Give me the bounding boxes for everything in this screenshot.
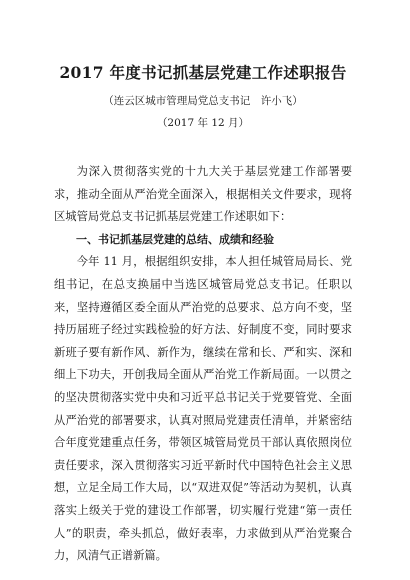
report-title: 2017 年度书记抓基层党建工作述职报告 xyxy=(59,63,347,82)
intro-paragraph: 为深入贯彻落实党的十九大关于基层党建工作部署要求，推动全面从严治党全面深入，根据相关文件要求，现将区城管局党总支书记抓基层党建工作述职如下： xyxy=(54,165,352,224)
report-body xyxy=(54,161,352,568)
report-date: （2017 年 12 月） xyxy=(156,117,250,129)
section-1-paragraph-1: 今年 11 月，根据组织安排，本人担任城管局局长、党组书记，在总支换届中当选区城管局党总支书记。任职以来，坚持遵循区委全面从严治党的总要求、总方向不变，坚持历届班子经过实践检验的好方法、好制度不变，同时要求新班子要有新作风、新作为，继续在常和长、严和实、深和细上下功夫，开创我局全面从严治党工作新局面。一以贯之的坚决贯彻落实党中央和习近平总书记关于党要管党、全面从严治党的部署要求，认真对照局党建责任清单，并紧密结合年度党建重点任务，带领区城管局党员干部认真依照岗位责任要求，深入贯彻落实习近平新时代中国特色社会主义思想，立足全局工作大局，以“双进双促”等活动为契机，认真落实上级关于党的建设工作部署，切实履行党建“第一责任人”的职责，牵头抓总，做好表率，力求做到从严治党聚合力，风清气正谱新篇。 xyxy=(54,255,352,563)
report-author-line: （连云区城市管理局党总支书记 许小飞） xyxy=(103,95,303,107)
section-heading-1: 一、书记抓基层党建的总结、成绩和经验 xyxy=(76,232,274,246)
